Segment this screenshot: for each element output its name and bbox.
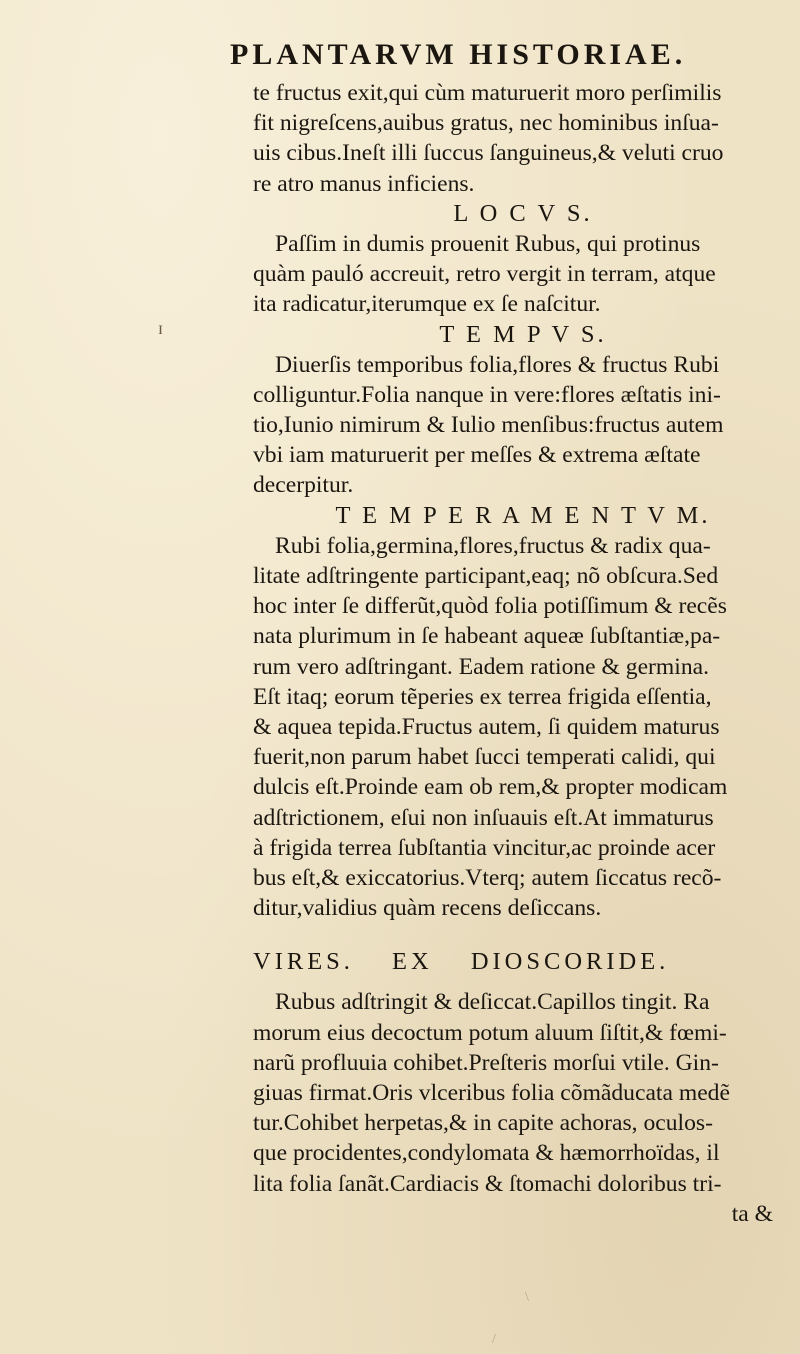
text-line: ita radicatur,iterumque ex ſe naſcitur. xyxy=(253,291,601,318)
text-line: colliguntur.Folia nanque in vere:flores æſtatis ini- xyxy=(253,381,721,408)
section-heading-locus: L O C V S. xyxy=(453,199,593,227)
text-line: vbi iam maturuerit per meſſes & extrema æſtate xyxy=(253,442,701,469)
text-line: dulcis eſt.Proinde eam ob rem,& propter modicam xyxy=(253,774,728,801)
stray-mark: \ xyxy=(525,1290,529,1305)
catchword: ta & xyxy=(731,1200,773,1227)
text-line: Paſſim in dumis prouenit Rubus, qui protinus xyxy=(275,230,701,257)
text-line: à frigida terrea ſubſtantia vincitur,ac proinde acer xyxy=(253,834,716,861)
text-line: nata plurimum in ſe habeant aqueæ ſubſtantiæ,pa- xyxy=(253,623,721,650)
text-line: Eſt itaq; eorum tẽperies ex terrea frigida eſſentia, xyxy=(253,683,712,710)
text-line: hoc inter ſe differũt,quòd folia potiſſimum & recẽs xyxy=(253,593,727,620)
text-line: tio,Iunio nimirum & Iulio menſibus:fructus autem xyxy=(253,412,724,439)
text-line: re atro manus inficiens. xyxy=(253,170,475,197)
text-line: te fructus exit,qui cùm maturuerit moro perſimilis xyxy=(253,80,722,106)
text-line: & aquea tepida.Fructus autem, ſi quidem maturus xyxy=(253,713,720,740)
text-line: adſtrictionem, eſui non inſuauis eſt.At immaturus xyxy=(253,804,714,831)
text-line: lita folia ſanãt.Cardiacis & ſtomachi doloribus tri- xyxy=(253,1170,722,1197)
text-block xyxy=(253,78,793,1229)
text-line: fuerit,non parum habet ſucci temperati calidi, qui xyxy=(253,744,716,771)
marginal-mark: ɪ xyxy=(158,318,164,338)
section-heading-tempus: T E M P V S. xyxy=(439,320,607,348)
section-heading-temperamentum: T E M P E R A M E N T V M. xyxy=(335,501,711,529)
text-line: narũ profluuia cohibet.Preſteris morſui vtile. Gin- xyxy=(253,1049,719,1076)
text-line: ditur,validius quàm recens deſiccans. xyxy=(253,895,602,922)
text-line: litate adſtringente participant,eaq; nõ obſcura.Sed xyxy=(253,563,719,589)
text-line: giuas firmat.Oris vlceribus folia cõmãducata medẽ xyxy=(253,1080,730,1106)
text-line: Rubus adſtringit & deſiccat.Capillos tingit. Ra xyxy=(275,989,710,1016)
text-line: fit nigreſcens,auibus gratus, nec hominibus inſua- xyxy=(253,110,719,137)
text-line: Diuerſis temporibus folia,flores & fructus Rubi xyxy=(275,351,720,378)
text-line: que procidentes,condylomata & hæmorrhoïdas, il xyxy=(253,1140,720,1167)
text-line: uis cibus.Ineſt illi ſuccus ſanguineus,& veluti cruo xyxy=(253,140,724,167)
stray-mark: / xyxy=(492,1332,496,1347)
text-line: quàm pauló accreuit, retro vergit in terram, atque xyxy=(253,261,716,288)
text-line: morum eius decoctum potum aluum ſiſtit,& fœmi- xyxy=(253,1019,727,1046)
text-line: bus eſt,& exiccatorius.Vterq; autem ſiccatus recõ- xyxy=(253,864,722,891)
text-line: tur.Cohibet herpetas,& in capite achoras, oculos- xyxy=(253,1110,713,1137)
running-head: PLANTARVM HISTORIAE. xyxy=(230,38,687,71)
section-heading-vires: VIRES. EX DIOSCORIDE. xyxy=(253,948,670,976)
text-line: rum vero adſtringant. Eadem ratione & germina. xyxy=(253,653,709,680)
text-line: Rubi folia,germina,flores,fructus & radix qua- xyxy=(275,532,711,559)
text-line: decerpitur. xyxy=(253,472,354,499)
